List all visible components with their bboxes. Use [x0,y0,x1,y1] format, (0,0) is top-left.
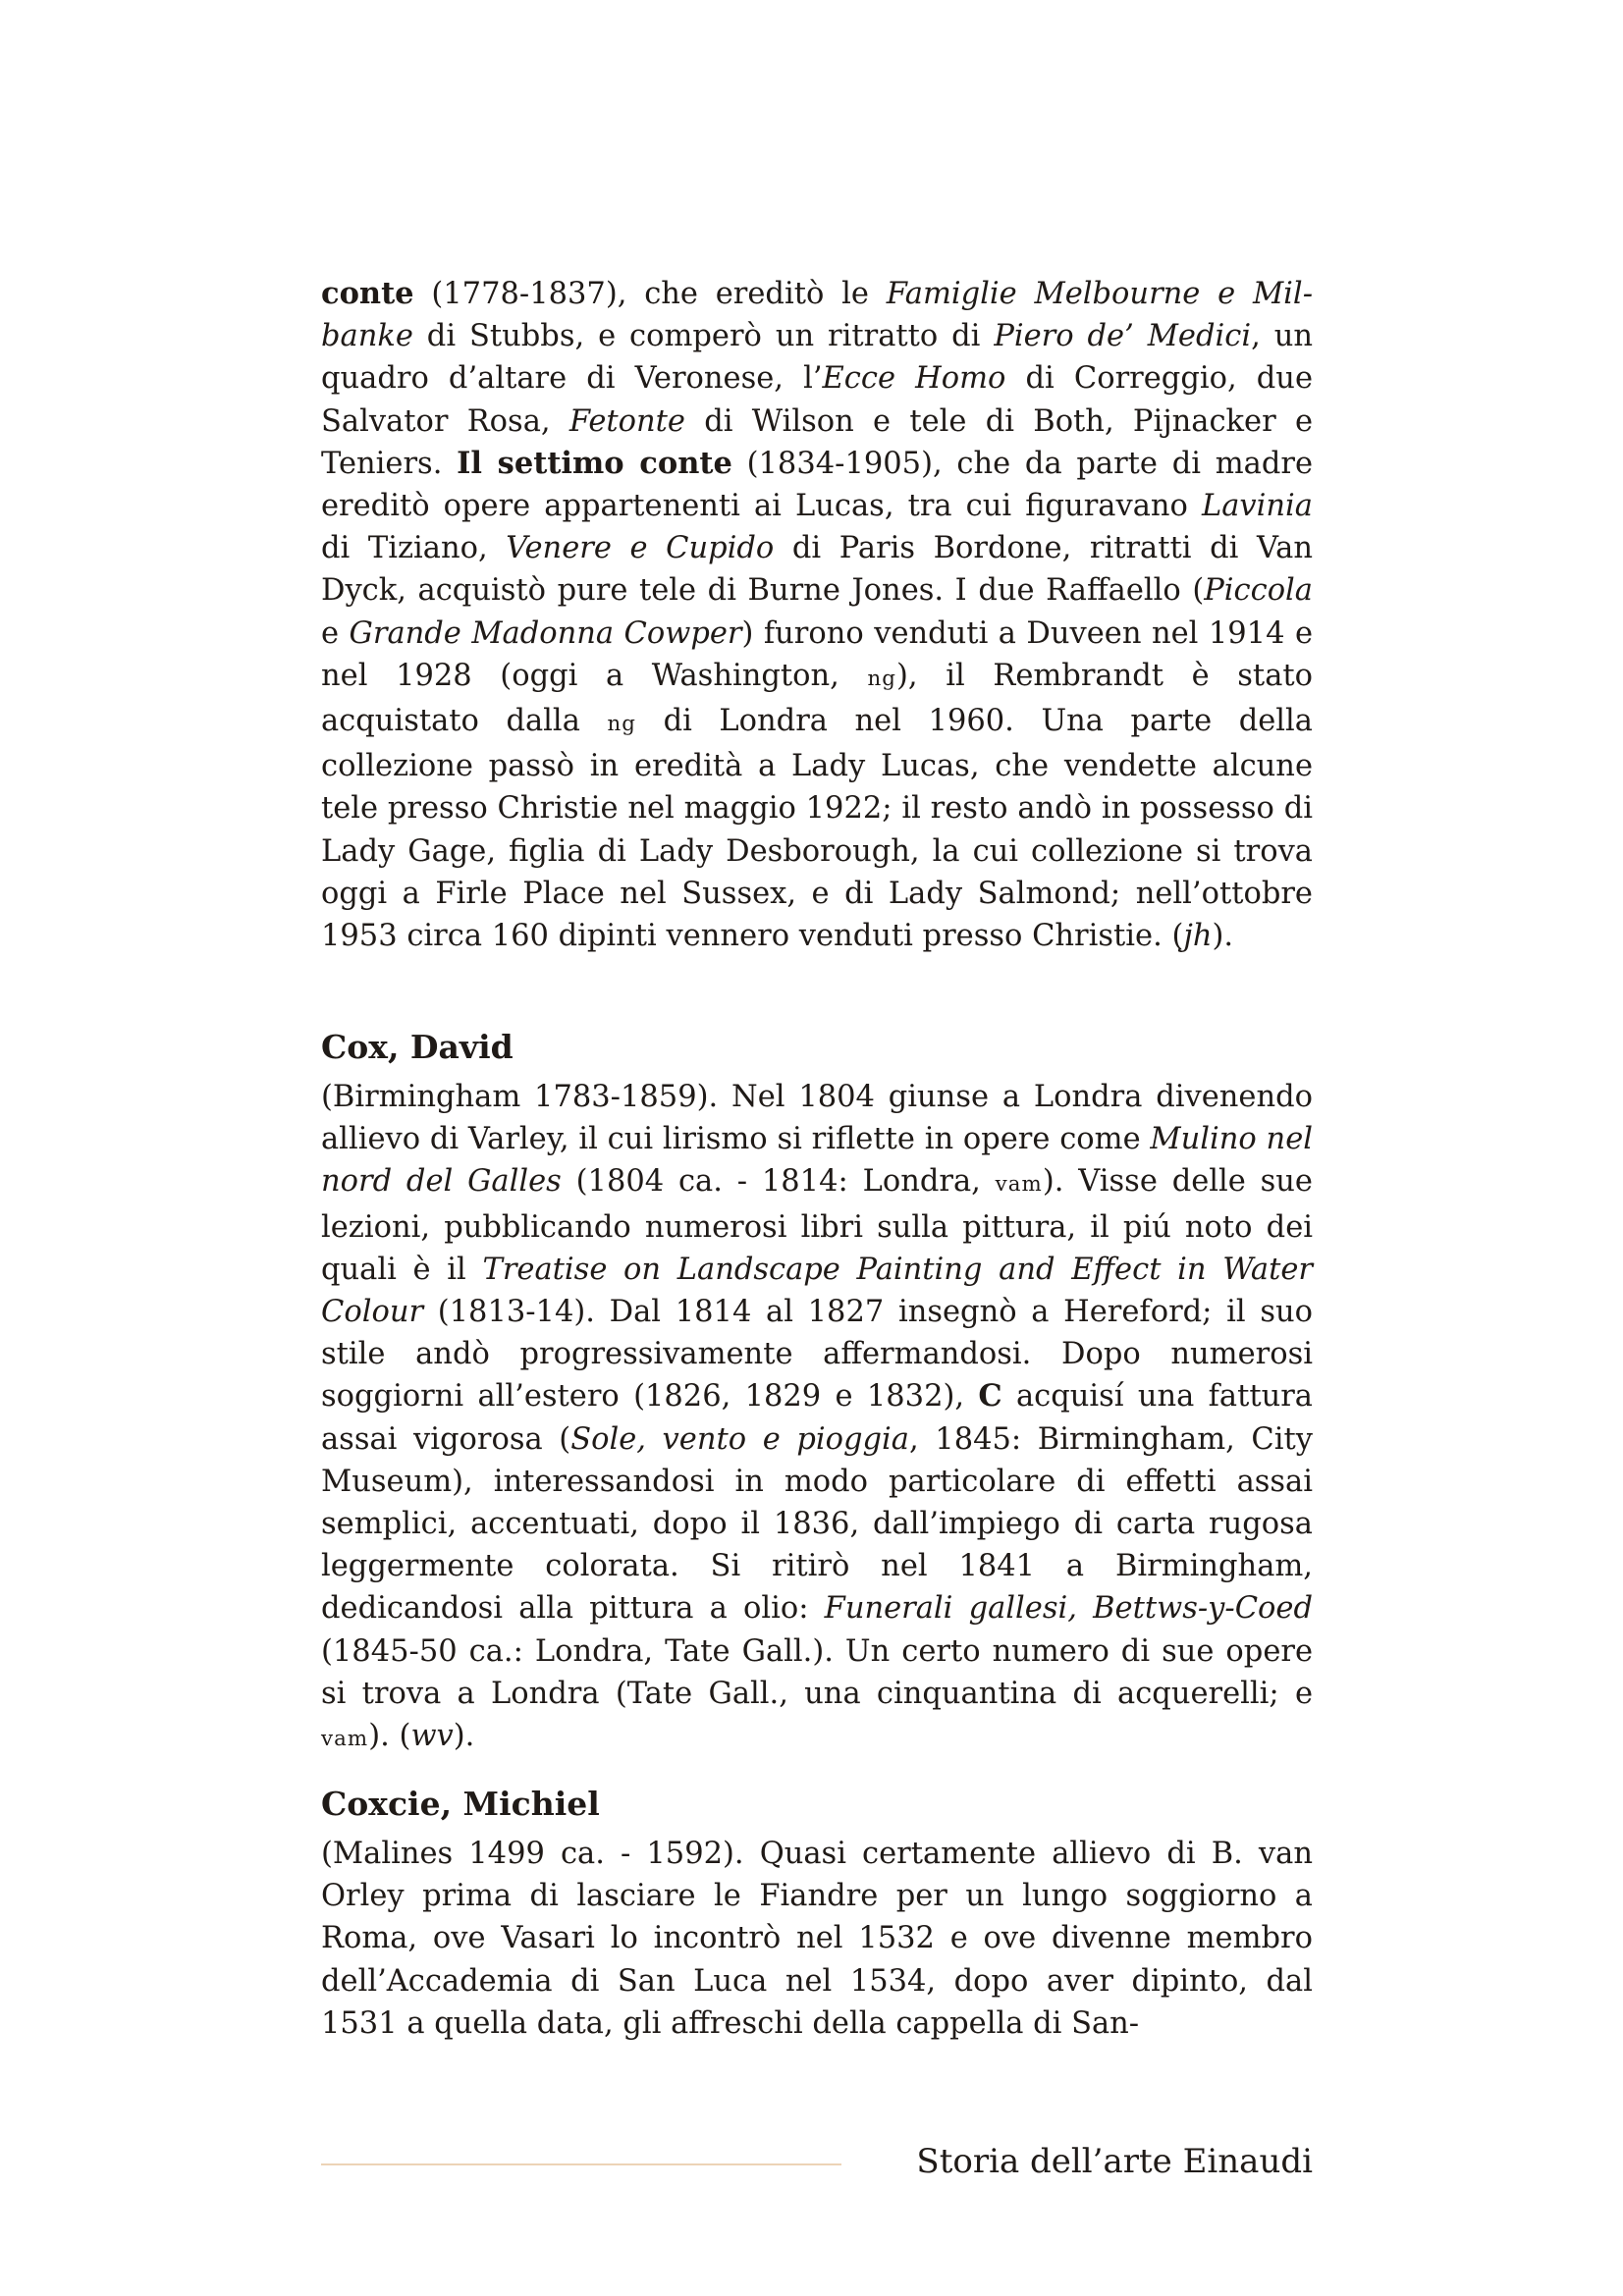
italic-title: Mulino nel nord del Galles [321,1122,1313,1200]
text: di Tiziano, [321,531,507,566]
italic-title: Sole, vento e pioggia [570,1421,909,1457]
bold-text: C [978,1378,1002,1415]
text: di Stubbs, e comperò un ritratto di [412,319,995,354]
text: ). ( [368,1719,411,1754]
entry-body-cox-david [321,1076,1313,1760]
italic-title: Ecce Homo [822,361,1006,397]
italic-title: Famiglie Melbourne e Milbanke [321,277,1313,354]
text: ). [453,1719,475,1754]
text: di Paris Bordone, ritratti di Van Dyck, acquistò pure tele di Burne Jones. I due Raffaello ( [321,531,1314,609]
text: (1778-1837), che ereditò le [413,277,887,311]
text: ). Visse delle sue lezioni, pubblicando numerosi libri sulla pittura, il piú noto dei quali è il [321,1164,1313,1287]
text: di Correggio, due Salvator Rosa, [321,361,1313,439]
paragraph [321,1833,1313,2045]
entry-heading-coxcie-michiel: Coxcie, Michiel [321,1785,600,1823]
text: e [321,615,350,651]
small-caps-abbrev: vam [995,1172,1043,1198]
small-caps-abbrev: vam [321,1727,369,1752]
italic-title: Treatise on Landscape Painting and Effect in Water Colour [321,1252,1313,1330]
small-caps-abbrev: ng [867,666,897,691]
text: (1813-14). Dal 1814 al 1827 insegnò a Hereford; il suo stile andò progressivamente affermandosi. Dopo numerosi soggiorni all’estero (1826, 1829 e 1832), [321,1295,1313,1415]
italic-title: Grande Madonna Cowper [349,615,742,651]
author-initials: wv [410,1719,454,1754]
paragraph [321,1076,1313,1760]
text: ), il Rembrandt è stato acquistato dalla [321,658,1313,739]
footer-title: Storia dell’arte Einaudi [916,2142,1313,2181]
text: (Birmingham 1783-1859). Nel 1804 giunse a Londra divenendo allievo di Varley, il cui lirismo si riflette in opere come [321,1080,1313,1157]
text: (1834-1905), che da parte di madre ereditò opere appartenenti ai Lucas, tra cui figuravano [321,446,1313,524]
italic-title: Piero de’ Medici [994,319,1252,354]
italic-title: Venere e Cupido [506,531,775,566]
text: , un quadro d’altare di Veronese, l’ [321,319,1313,397]
text: acquisí una fattura assai vigorosa ( [321,1379,1313,1457]
italic-title: Fetonte [568,403,685,439]
text: di Wilson e tele di Both, Pijnacker e Teniers. [321,403,1313,481]
italic-title: Funerali gallesi, Bettws-y-Coed [824,1591,1313,1627]
text: , 1845: Birmingham, City Museum), interessandosi in modo particolare di effetti assai semplici, accentuati, dopo il 1836, dall’impiego di carta rugosa leggermente colorata. Si ritirò nel 1841 a Birmingham, dedicandosi alla pittura a olio: [321,1421,1313,1627]
text: ). [1212,919,1234,954]
italic-title: Lavinia [1201,489,1313,524]
text: ) furono venduti a Duveen nel 1914 e nel 1928 (oggi a Washington, [321,615,1313,693]
entry-body-coxcie-michiel [321,1833,1313,2045]
text: (Malines 1499 ca. - 1592). Quasi certamente allievo di B. van Orley prima di lasciare le Fiandre per un lungo soggiorno a Roma, ove Vasari lo incontrò nel 1532 e ove divenne membro dell’Accademia di San Luca nel 1534, dopo aver dipinto, dal 1531 a quella data, gli affreschi della cappella di San- [321,1837,1313,2041]
paragraph [321,273,1313,957]
small-caps-abbrev: ng [607,712,636,737]
italic-title: Piccola [1204,573,1313,609]
text: di Londra nel 1960. Una parte della collezione passò in eredità a Lady Lucas, che vendette alcune tele presso Christie nel maggio 1922; il resto andò in possesso di Lady Gage, figlia di Lady Desborough, la cui collezione si trova oggi a Firle Place nel Sussex, e di Lady Salmond; nell’ottobre 1953 circa 160 dipinti vennero venduti presso Christie. ( [321,704,1313,954]
text: (1804 ca. - 1814: Londra, [561,1164,996,1200]
author-initials: jh [1183,919,1213,954]
bold-text: Il settimo conte [457,445,732,481]
entry-continuation-cowper [321,273,1313,957]
bold-text: conte [321,276,414,311]
text: (1845-50 ca.: Londra, Tate Gall.). Un certo numero di sue opere si trova a Londra (Tate Gall., una cinquantina di acquerelli; e [321,1633,1313,1711]
entry-heading-cox-david: Cox, David [321,1028,514,1066]
footer-rule [321,2163,841,2165]
